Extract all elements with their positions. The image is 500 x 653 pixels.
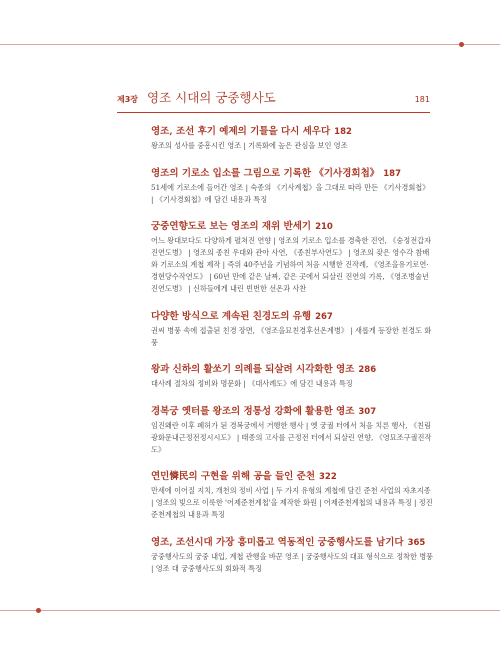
- entry-title-text: 왕과 신하의 활쏘기 의례를 되살려 시각화한 영조: [151, 364, 355, 375]
- bottom-rule-dot: [36, 608, 41, 613]
- entry-title-text: 영조, 조선 후기 예제의 기틀을 다시 세우다: [151, 126, 331, 137]
- chapter-label: 제3장: [117, 95, 139, 104]
- toc-entry: [151, 536, 434, 575]
- entry-title: [151, 310, 434, 324]
- entry-title-text: 경복궁 옛터를 왕조의 정통성 강화에 활용한 영조: [151, 405, 355, 417]
- entry-title: [151, 536, 434, 550]
- toc-entry: [151, 470, 434, 521]
- toc-entry: [151, 405, 434, 456]
- chapter-title: 영조 시대의 궁중행사도: [147, 90, 276, 105]
- entry-title: [151, 363, 434, 377]
- top-rule-dot: [459, 42, 464, 47]
- entry-description: 대사례 절차의 정비와 명문화 | 《대사례도》에 담긴 내용과 특징: [151, 379, 353, 388]
- entry-title-text: 다양한 방식으로 계속된 친경도의 유행: [151, 310, 312, 322]
- top-rule: [0, 44, 500, 45]
- entry-description: 만세에 이어질 지치, 개천의 정비 사업 | 두 가지 유형의 계첩에 담긴 준천 사업의 자초지종 | 영조의 빛으로 이룩한 '어제준천계첩'을 제작한 화원 | 어제준천계첩의 내용과 특징 | 정진준천계첩의 내용과 특징: [151, 486, 433, 519]
- entry-title-text: 영조, 조선시대 가장 흥미롭고 역동적인 궁중행사도를 남기다: [151, 536, 404, 548]
- entry-title-text: 궁중연향도로 보는 영조의 재위 반세기: [151, 221, 312, 232]
- entry-title: [151, 470, 434, 484]
- toc-entry: [151, 220, 434, 295]
- entry-title: [151, 405, 434, 419]
- toc-entry: [151, 125, 434, 152]
- toc-entries: [151, 125, 434, 589]
- entry-description: 51세에 기로소에 들어간 영조 | 숙종의 《기사계첩》을 그대로 따라 만든 《기사경회첩》 | 《기사경회첩》에 담긴 내용과 특징: [151, 182, 430, 204]
- entry-description: 어느 왕대보다도 다양하게 펼쳐진 연향 | 영조의 기로소 입소를 경축한 진연, 《숭정전갑자진연도병》 | 영조의 종친 우대와 관아 사연, 《종친부사연도》 | 영조의 잦은 영수각 참배와 기로소의 계첩 제작 | 즉위 40주년을 기념하여 처음 시행한 진작례, 《영조을유기로연·경현당수작연도》 | 60년 만에 같은 날짜, 같은 곳에서 되살린 진연의 기록, 《영조병술년진연도병》 | 신하들에게 내린 빈번한 선온과 사찬: [151, 236, 432, 293]
- toc-entry: [151, 310, 434, 349]
- entry-title: [151, 167, 434, 181]
- toc-entry: [151, 363, 434, 390]
- entry-title: [151, 125, 434, 139]
- entry-title-text: 연민憐民의 구현을 위해 공을 들인 준천: [151, 471, 316, 482]
- entry-title-text: 영조의 기로소 입소를 그림으로 기록한 《기사경회첩》: [151, 167, 380, 179]
- toc-entry: [151, 167, 434, 206]
- entry-description: 권씨 병풍 속에 접출된 친경 장면, 《영조을묘친경후선온계병》 | 새롭게 등장한 친경도 화풍: [151, 325, 432, 347]
- entry-page-number: 210: [315, 222, 333, 232]
- chapter-page-number: 181: [414, 95, 430, 104]
- entry-page-number: 267: [315, 311, 333, 322]
- bottom-rule: [0, 610, 500, 611]
- entry-page-number: 286: [358, 365, 377, 375]
- entry-page-number: 187: [383, 168, 402, 179]
- entry-description: 궁중행사도의 궁중 내입, 계첩 관행을 바꾼 영조 | 궁중행사도의 대표 형식으로 정착한 병풍 | 영조 대 궁중행사도의 회화적 특징: [151, 551, 434, 573]
- entry-page-number: 307: [358, 406, 377, 417]
- entry-page-number: 182: [334, 127, 352, 137]
- entry-description: 왕조의 성사를 중흥시킨 영조 | 기록화에 높은 관심을 보인 영조: [151, 141, 348, 150]
- entry-title: [151, 220, 434, 234]
- chapter-header: [117, 88, 430, 113]
- entry-description: 임진왜란 이후 폐허가 된 경복궁에서 거행한 행사 | 옛 궁궐 터에서 처음 치른 행사, 《친림광화문내근정전정시시도》 | 태종의 고사를 근정전 터에서 되살린 연향, 《영묘조구궐진작도》: [151, 420, 432, 454]
- entry-page-number: 322: [319, 472, 337, 482]
- entry-page-number: 365: [407, 537, 426, 548]
